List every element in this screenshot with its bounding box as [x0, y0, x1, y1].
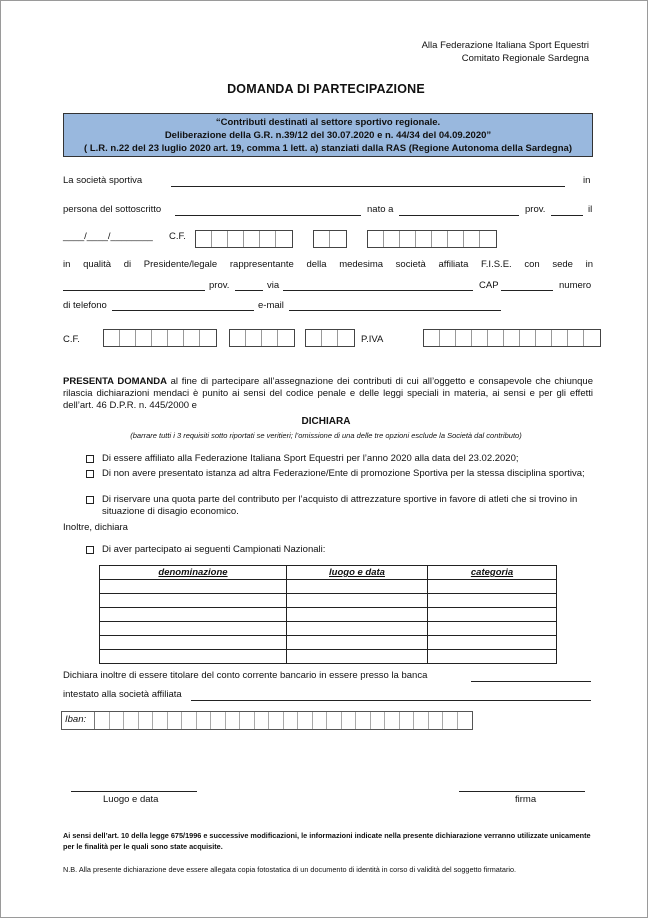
table-row[interactable] [100, 636, 557, 650]
banner-line-1: “Contributi destinati al settore sportivo regionale. [215, 117, 441, 128]
via-field[interactable] [283, 290, 473, 291]
cf-boxes-1[interactable] [195, 230, 293, 248]
col-categoria: categoria [428, 566, 557, 580]
col-luogo-data: luogo e data [287, 566, 428, 580]
addressee-line-2: Comitato Regionale Sardegna [461, 53, 589, 64]
numero-label: numero [559, 280, 592, 291]
checkbox-quota[interactable] [86, 496, 94, 504]
luogo-data-label: Luogo e data [103, 794, 159, 805]
dichiara-heading: DICHIARA [301, 416, 351, 427]
addressee-block [422, 39, 589, 65]
table-row[interactable] [100, 622, 557, 636]
persona-label: persona del sottoscritto [63, 204, 162, 215]
sede-citta-field[interactable] [63, 290, 205, 291]
iban-label: Iban: [62, 712, 95, 729]
cap-label: CAP [479, 280, 499, 291]
qualita-text: in qualità di Presidente/legale rappresentante della medesima società affiliata F.I.S.E. con sede in [63, 259, 593, 270]
in-label: in [583, 175, 591, 186]
societa-cf-boxes-3[interactable] [305, 329, 355, 347]
cf-boxes-3[interactable] [367, 230, 497, 248]
nb-note: N.B. Alla presente dichiarazione deve essere allegata copia fotostatica di un documento di identità in corso di validità del soggetto firmatario. [63, 865, 517, 874]
item-no-istanza: Di non avere presentato istanza ad altra Federazione/Ente di promozione Sportiva per la stessa disciplina sportiva; [102, 468, 585, 479]
email-field[interactable] [289, 310, 501, 311]
piva-boxes[interactable] [423, 329, 601, 347]
sottoscritto-field[interactable] [175, 215, 361, 216]
telefono-field[interactable] [112, 310, 254, 311]
iban-field[interactable] [61, 711, 473, 730]
societa-cf-boxes-2[interactable] [229, 329, 295, 347]
firma-label: firma [515, 794, 537, 805]
table-header-row [100, 566, 557, 580]
cf-label-2: C.F. [63, 334, 80, 345]
table-row[interactable] [100, 650, 557, 664]
banner-line-2: Deliberazione della G.R. n.39/12 del 30.07.2020 e n. 44/34 del 04.09.2020” [164, 130, 492, 141]
bank-line-1: Dichiara inoltre di essere titolare del conto corrente bancario in essere presso la banca [63, 670, 428, 681]
sede-prov-field[interactable] [235, 290, 263, 291]
addressee-line-1: Alla Federazione Italiana Sport Equestri [421, 40, 589, 51]
presenta-bold: PRESENTA DOMANDA [63, 376, 167, 387]
bank-line-2: intestato alla società affiliata [63, 689, 182, 700]
table-row[interactable] [100, 580, 557, 594]
societa-cf-boxes-1[interactable] [103, 329, 217, 347]
banner-line-3: ( L.R. n.22 del 23 luglio 2020 art. 19, comma 1 lett. a) stanziati dalla RAS (Regione Autonoma della Sardegna) [84, 143, 572, 154]
item-quota: Di riservare una quota parte del contributo per l’acquisto di attrezzature sportive in favore di atleti che si trovino in situazione di disagio economico. [102, 494, 578, 517]
privacy-note: Ai sensi dell’art. 10 della legge 675/1996 e successive modificazioni, le informazioni indicate nella presente dichiarazione verranno utilizzate unicamente per le finalità per le quali sono state acquisite. [63, 831, 591, 851]
email-label: e-mail [258, 300, 284, 311]
dichiara-note: (barrare tutti i 3 requisiti sotto riportati se veritieri; l’omissione di una delle tre opzioni esclude la Società dal contributo) [130, 431, 522, 440]
checkbox-no-istanza[interactable] [86, 470, 94, 478]
subject-banner [63, 113, 593, 157]
societa-field[interactable] [171, 186, 565, 187]
cf-label: C.F. [169, 231, 186, 242]
prov-label-2: prov. [209, 280, 230, 291]
table-row[interactable] [100, 594, 557, 608]
col-denominazione: denominazione [100, 566, 287, 580]
il-label: il [588, 204, 593, 215]
firma-line[interactable] [459, 791, 585, 792]
nato-label: nato a [367, 204, 394, 215]
prov-label: prov. [525, 204, 546, 215]
data-nascita-field[interactable]: ____/____/________ [63, 231, 153, 242]
piva-label: P.IVA [361, 334, 384, 345]
cf-boxes-2[interactable] [313, 230, 347, 248]
luogo-data-line[interactable] [71, 791, 197, 792]
societa-label: La società sportiva [63, 175, 143, 186]
telefono-label: di telefono [63, 300, 107, 311]
item-affiliato: Di essere affiliato alla Federazione Italiana Sport Equestri per l’anno 2020 alla data del 23.02.2020; [102, 453, 519, 464]
banca-field[interactable] [471, 681, 591, 682]
table-row[interactable] [100, 608, 557, 622]
campionati-table [99, 565, 557, 664]
prov-nascita-field[interactable] [551, 215, 583, 216]
presenta-paragraph [63, 376, 593, 412]
via-label: via [267, 280, 280, 291]
luogo-nascita-field[interactable] [399, 215, 519, 216]
document-title: DOMANDA DI PARTECIPAZIONE [227, 82, 425, 96]
checkbox-affiliato[interactable] [86, 455, 94, 463]
presenta-text: al fine di partecipare all’assegnazione dei contributi di cui all’oggetto e consapevole che chiunque rilascia dichiarazioni mendaci è punito ai sensi del codice penale e delle leggi speciali in materia, ai sensi e per gli effetti dell’art. 46 D.P.R. n. 445/2000 e [63, 376, 593, 411]
checkbox-campionati[interactable] [86, 546, 94, 554]
inoltre-label: Inoltre, dichiara [63, 522, 128, 533]
intestatario-field[interactable] [191, 700, 591, 701]
cap-field[interactable] [501, 290, 553, 291]
campionati-label: Di aver partecipato ai seguenti Campionati Nazionali: [102, 544, 326, 555]
